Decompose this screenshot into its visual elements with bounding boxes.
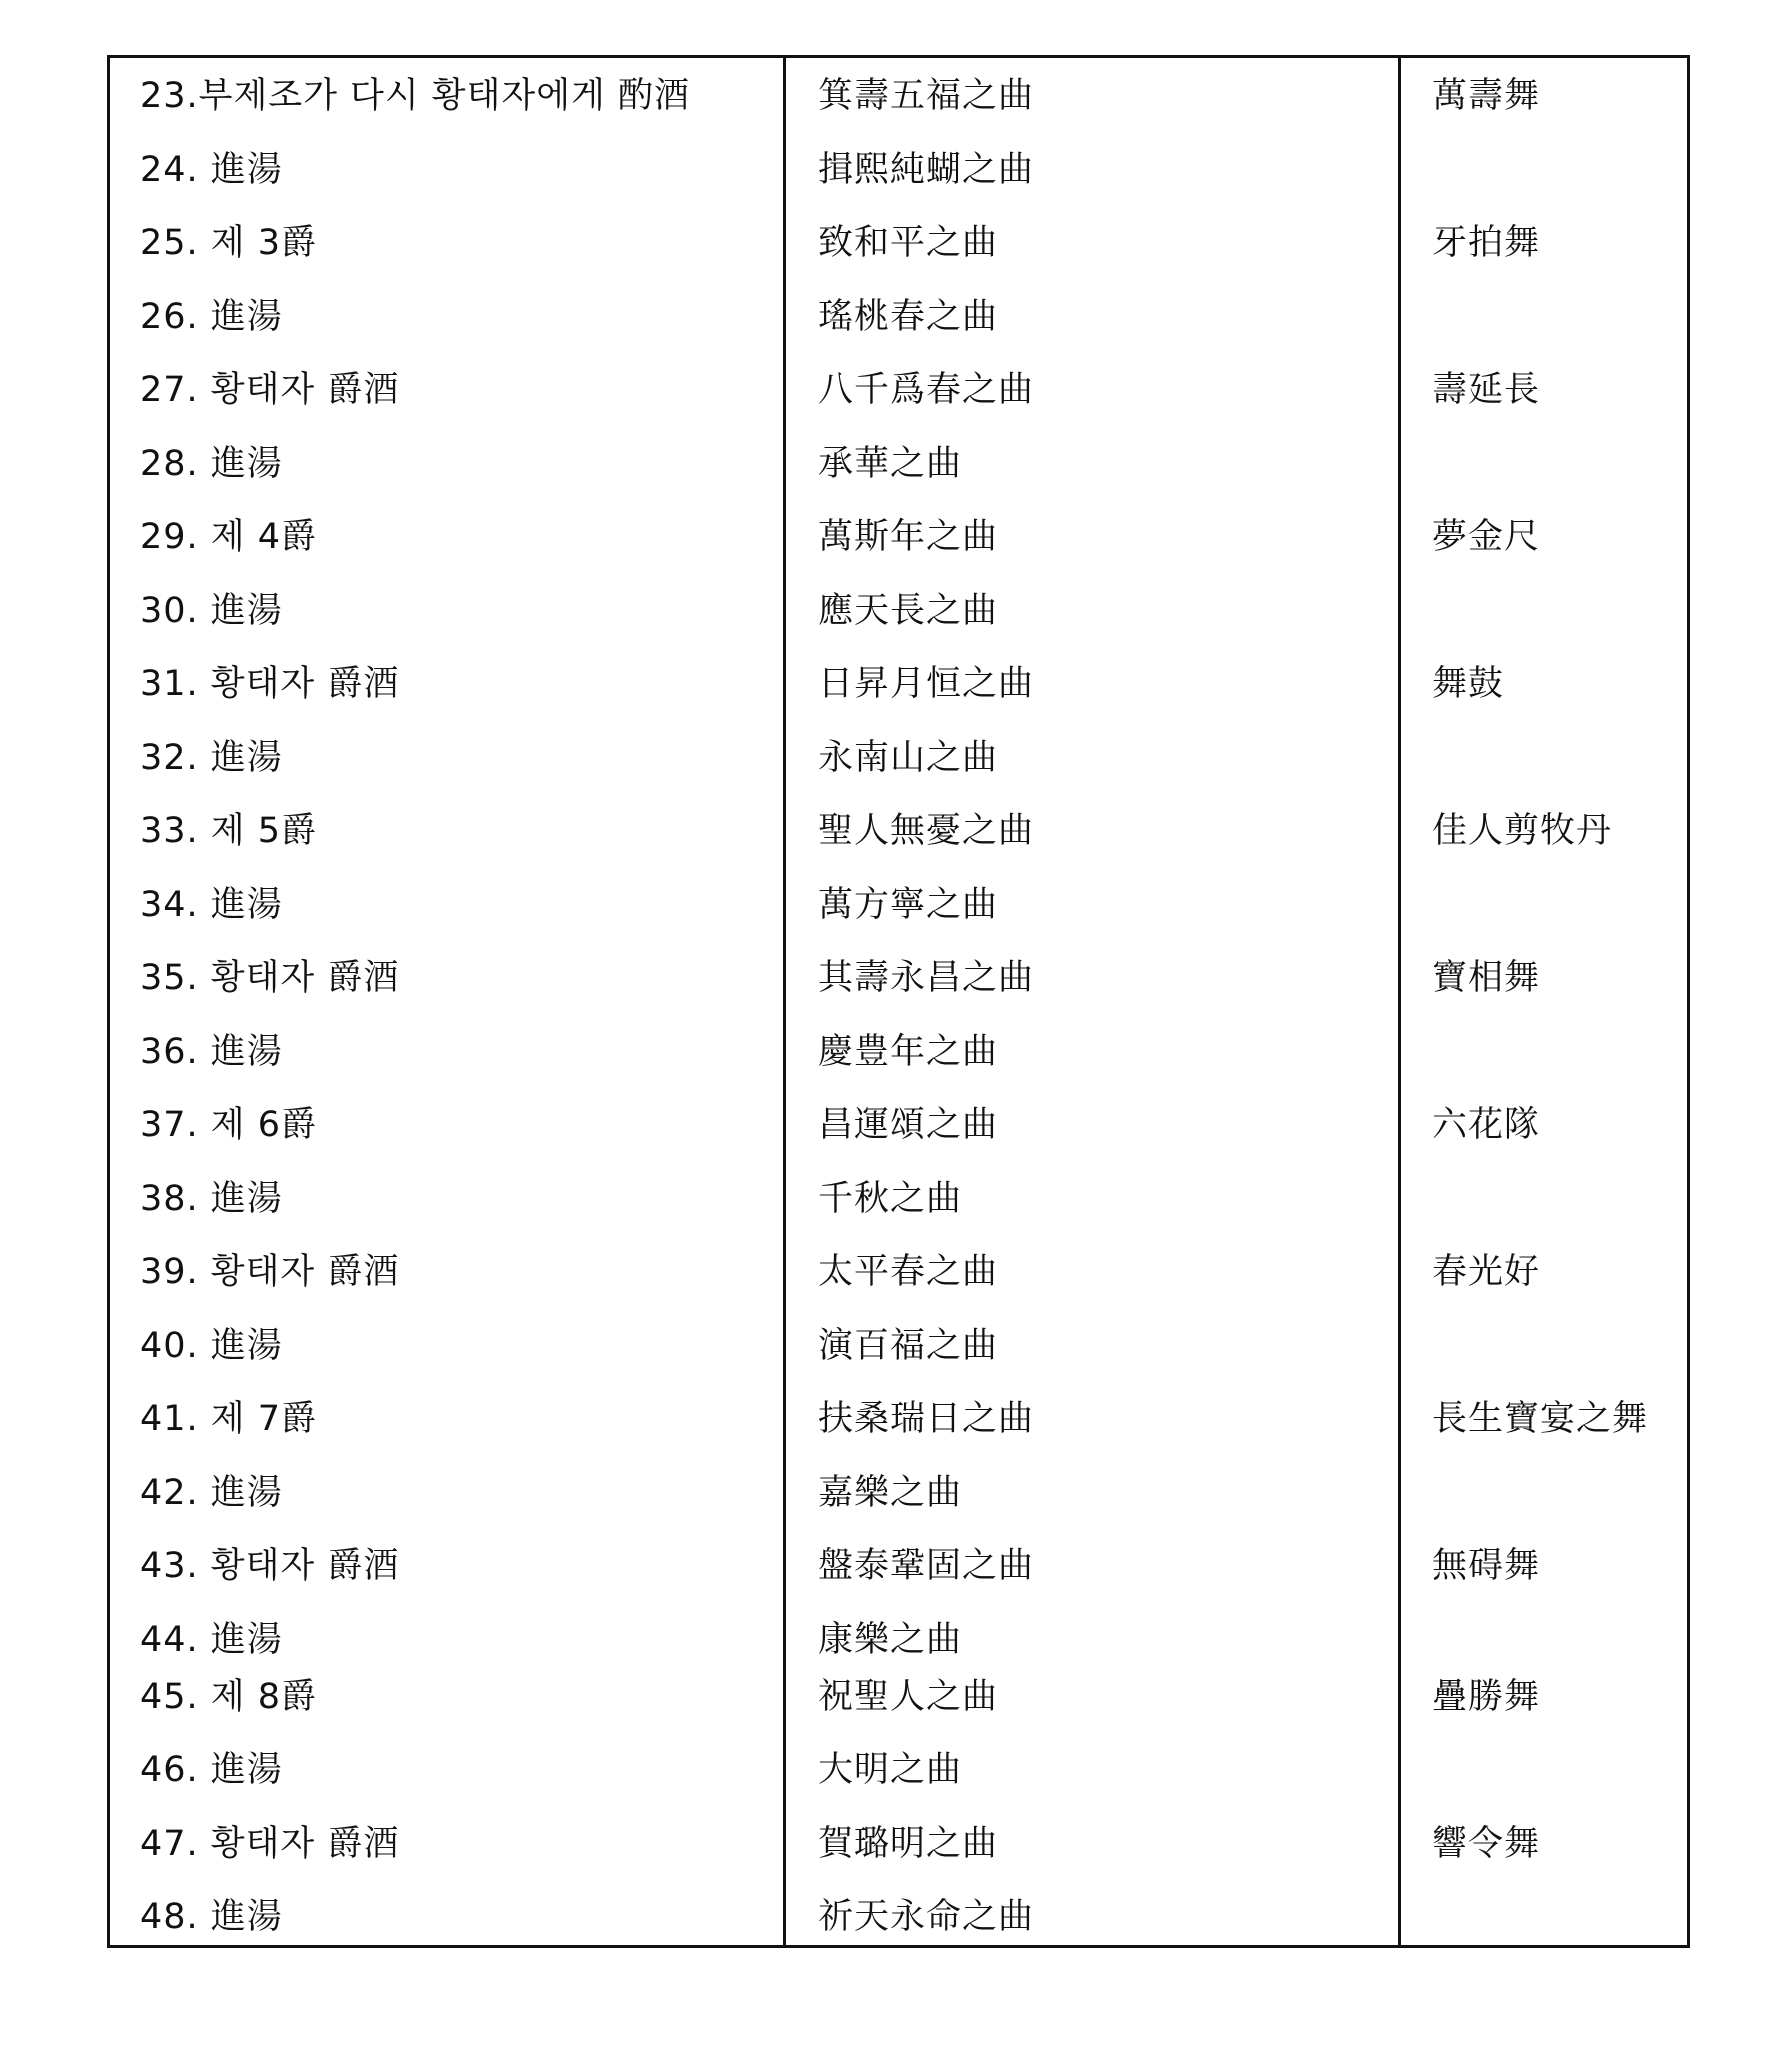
dance-cell: 舞鼓: [1432, 664, 1505, 704]
dance-cell: 六花隊: [1432, 1105, 1541, 1145]
dance-cell: [1432, 1463, 1682, 1523]
music-cell: 箕壽五福之曲: [818, 76, 1035, 116]
table-row: [110, 507, 1687, 567]
music-cell: 太平春之曲: [818, 1252, 999, 1292]
dance-cell: 疊勝舞: [1432, 1676, 1541, 1717]
table-row: [110, 581, 1687, 641]
table-row: [110, 1740, 1687, 1800]
music-cell: 應天長之曲: [818, 590, 999, 631]
table-row: [110, 1814, 1687, 1874]
table-row: [110, 801, 1687, 861]
music-cell: 千秋之曲: [818, 1178, 963, 1219]
music-cell: 大明之曲: [818, 1750, 963, 1790]
table-row: [110, 1536, 1687, 1596]
step-cell: 25. 제 3爵: [140, 223, 317, 263]
step-cell: 29. 제 4爵: [140, 517, 317, 557]
dance-cell: 佳人剪牧丹: [1432, 811, 1613, 851]
table-row: [110, 287, 1687, 347]
step-cell: 47. 황태자 爵酒: [140, 1823, 400, 1864]
step-cell: 46. 進湯: [140, 1750, 283, 1790]
dance-cell: [1432, 434, 1682, 494]
music-cell: 瑤桃春之曲: [818, 296, 999, 337]
music-cell: 祝聖人之曲: [818, 1676, 999, 1717]
step-cell: 39. 황태자 爵酒: [140, 1252, 400, 1292]
table-row: [110, 875, 1687, 935]
dance-cell: 牙拍舞: [1432, 223, 1541, 263]
step-cell: 37. 제 6爵: [140, 1105, 317, 1145]
music-cell: 揖熙純蝴之曲: [818, 149, 1035, 190]
step-cell: 38. 進湯: [140, 1178, 283, 1219]
dance-cell: [1432, 1887, 1682, 1947]
step-cell: 41. 제 7爵: [140, 1399, 317, 1439]
step-cell: 26. 進湯: [140, 296, 283, 337]
dance-cell: [1432, 1740, 1682, 1800]
step-cell: 44. 進湯: [140, 1619, 283, 1660]
music-cell: 其壽永昌之曲: [818, 958, 1035, 998]
table-row: [110, 140, 1687, 200]
dance-cell: 寶相舞: [1432, 958, 1541, 998]
table-row: [110, 66, 1687, 126]
dance-cell: 萬壽舞: [1432, 76, 1541, 116]
table-row: [110, 213, 1687, 273]
music-cell: 日昇月恒之曲: [818, 664, 1035, 704]
music-cell: 嘉樂之曲: [818, 1472, 963, 1513]
step-cell: 32. 進湯: [140, 737, 283, 778]
music-cell: 盤泰鞏固之曲: [818, 1546, 1035, 1586]
table-row: [110, 1463, 1687, 1523]
dance-cell: [1432, 140, 1682, 200]
step-cell: 28. 進湯: [140, 443, 283, 484]
music-cell: 萬斯年之曲: [818, 517, 999, 557]
step-cell: 42. 進湯: [140, 1472, 283, 1513]
dance-cell: [1432, 1022, 1682, 1082]
table-row: [110, 1610, 1687, 1670]
step-cell: 35. 황태자 爵酒: [140, 958, 400, 998]
table-row: [110, 434, 1687, 494]
step-cell: 45. 제 8爵: [140, 1676, 317, 1717]
music-cell: 聖人無憂之曲: [818, 811, 1035, 851]
dance-cell: 春光好: [1432, 1252, 1541, 1292]
table-row: [110, 1667, 1687, 1727]
music-cell: 康樂之曲: [818, 1619, 963, 1660]
music-cell: 扶桑瑞日之曲: [818, 1399, 1035, 1439]
music-cell: 昌運頌之曲: [818, 1105, 999, 1145]
step-cell: 27. 황태자 爵酒: [140, 370, 400, 410]
step-cell: 33. 제 5爵: [140, 811, 317, 851]
dance-cell: [1432, 1316, 1682, 1376]
step-cell: 31. 황태자 爵酒: [140, 664, 400, 704]
step-cell: 30. 進湯: [140, 590, 283, 631]
dance-cell: [1432, 287, 1682, 347]
dance-cell: 長生寶宴之舞: [1432, 1399, 1649, 1439]
step-cell: 24. 進湯: [140, 149, 283, 190]
step-cell: 36. 進湯: [140, 1031, 283, 1072]
table-row: [110, 1887, 1687, 1947]
music-cell: 祈天永命之曲: [818, 1897, 1035, 1937]
music-cell: 八千爲春之曲: [818, 370, 1035, 410]
dance-cell: [1432, 728, 1682, 788]
music-cell: 致和平之曲: [818, 223, 999, 263]
music-cell: 演百福之曲: [818, 1325, 999, 1366]
dance-cell: 壽延長: [1432, 370, 1541, 410]
table-row: [110, 948, 1687, 1008]
step-cell: 34. 進湯: [140, 884, 283, 925]
table-row: [110, 1022, 1687, 1082]
music-cell: 賀璐明之曲: [818, 1823, 999, 1864]
table-row: [110, 1242, 1687, 1302]
dance-cell: 無碍舞: [1432, 1546, 1541, 1586]
music-cell: 永南山之曲: [818, 737, 999, 778]
step-cell: 48. 進湯: [140, 1897, 283, 1937]
table-row: [110, 654, 1687, 714]
dance-cell: [1432, 1610, 1682, 1670]
ceremony-table: [107, 55, 1690, 1948]
table-row: [110, 360, 1687, 420]
step-cell: 23.부제조가 다시 황태자에게 酌酒: [140, 76, 690, 116]
step-cell: 40. 進湯: [140, 1325, 283, 1366]
dance-cell: [1432, 581, 1682, 641]
table-row: [110, 1169, 1687, 1229]
dance-cell: 響令舞: [1432, 1823, 1541, 1864]
step-cell: 43. 황태자 爵酒: [140, 1546, 400, 1586]
table-row: [110, 728, 1687, 788]
dance-cell: [1432, 875, 1682, 935]
table-row: [110, 1316, 1687, 1376]
table-row: [110, 1095, 1687, 1155]
music-cell: 慶豊年之曲: [818, 1031, 999, 1072]
dance-cell: 夢金尺: [1432, 517, 1541, 557]
table-row: [110, 1389, 1687, 1449]
music-cell: 承華之曲: [818, 443, 963, 484]
music-cell: 萬方寧之曲: [818, 884, 999, 925]
dance-cell: [1432, 1169, 1682, 1229]
